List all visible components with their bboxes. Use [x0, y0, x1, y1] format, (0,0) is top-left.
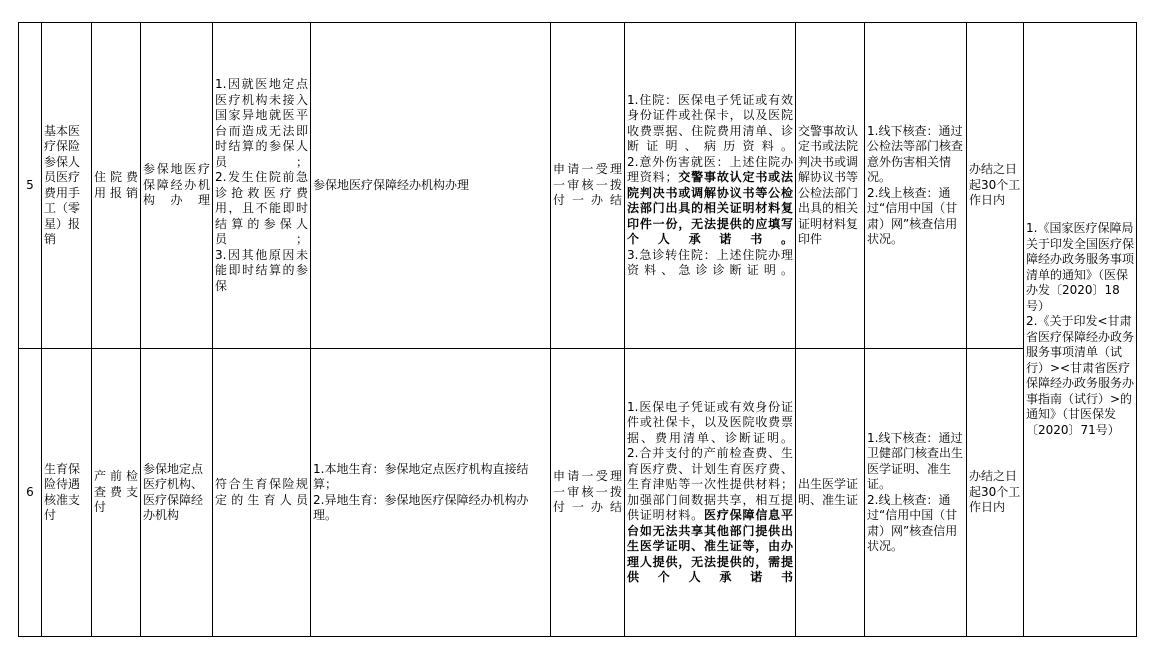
handling-agency: 参保地医疗保障经办机构办理	[141, 23, 213, 349]
policy-basis: 1.《国家医疗保障局关于印发全国医疗保障经办政务服务事项清单的通知》（医保办发〔2020〕18号） 2.《关于印发<甘肃省医疗保障经办政务服务事项清单（试行）><甘肃省医疗保障经办政务服务办事指南（试行）>的通知》（甘医保发〔2020〕71号）	[1024, 23, 1137, 637]
verification-method: 1.线下核查：通过卫健部门核查出生医学证明、准生证。 2.线上核查：通过“信用中国（甘肃）网”核查信用状况。	[865, 349, 967, 637]
shared-materials: 交警事故认定书或法院判决书或调解协议书等公检法部门出具的相关证明材料复印件	[796, 23, 865, 349]
row-number: 5	[19, 23, 42, 349]
verification-method: 1.线下核查：通过公检法等部门核查意外伤害相关情况。 2.线上核查：通过“信用中国（甘肃）网”核查信用状况。	[865, 23, 967, 349]
handling-channel: 参保地医疗保障经办机构办理	[311, 23, 551, 349]
procedure: 申请一受理一审核一拨付一办结	[551, 349, 625, 637]
row-number: 6	[19, 349, 42, 637]
table-row	[19, 349, 1137, 637]
target-persons: 符合生育保险规定的生育人员	[213, 349, 311, 637]
time-limit: 办结之日起30个工作日内	[967, 23, 1024, 349]
shared-materials: 出生医学证明、准生证	[796, 349, 865, 637]
service-items-table	[18, 22, 1137, 637]
sub-item-name: 住院费用报销	[92, 23, 141, 349]
target-persons: 1.因就医地定点医疗机构未接入国家异地就医平台而造成无法即时结算的参保人员； 2.发生住院前急诊抢救医疗费用，且不能即时结算的参保人员； 3.因其他原因未能即时结算的参保	[213, 23, 311, 349]
sub-item-name: 产前检查费支付	[92, 349, 141, 637]
required-materials: 1.住院：医保电子凭证或有效身份证件或社保卡，以及医院收费票据、住院费用清单、诊断证明、病历资料。 2.意外伤害就医：上述住院办理资料；交警事故认定书或法院判决书或调解协议书等公检法部门出具的相关证明材料复印件一份，无法提供的应填写个人承诺书。 3.急诊转住院：上述住院办理资料、急诊诊断证明。	[625, 23, 796, 349]
time-limit: 办结之日起30个工作日内	[967, 349, 1024, 637]
handling-agency: 参保地定点医疗机构、医疗保障经办机构	[141, 349, 213, 637]
table-row	[19, 23, 1137, 349]
policy-table-sheet	[18, 22, 1137, 637]
required-materials: 1.医保电子凭证或有效身份证件或社保卡，以及医院收费票据、费用清单、诊断证明。 2.合并支付的产前检查费、生育医疗费、计划生育医疗费、生育津贴等一次性提供材料；加强部门间数据共享，相互提供证明材料。医疗保障信息平台如无法共享其他部门提供出生医学证明、准生证等，由办理人提供，无法提供的，需提供个人承诺书	[625, 349, 796, 637]
procedure: 申请一受理一审核一拨付一办结	[551, 23, 625, 349]
item-name: 基本医疗保险参保人员医疗费用手工（零星）报销	[42, 23, 92, 349]
item-name: 生育保险待遇核准支付	[42, 349, 92, 637]
handling-channel: 1.本地生育：参保地定点医疗机构直接结算； 2.异地生育：参保地医疗保障经办机构办理。	[311, 349, 551, 637]
